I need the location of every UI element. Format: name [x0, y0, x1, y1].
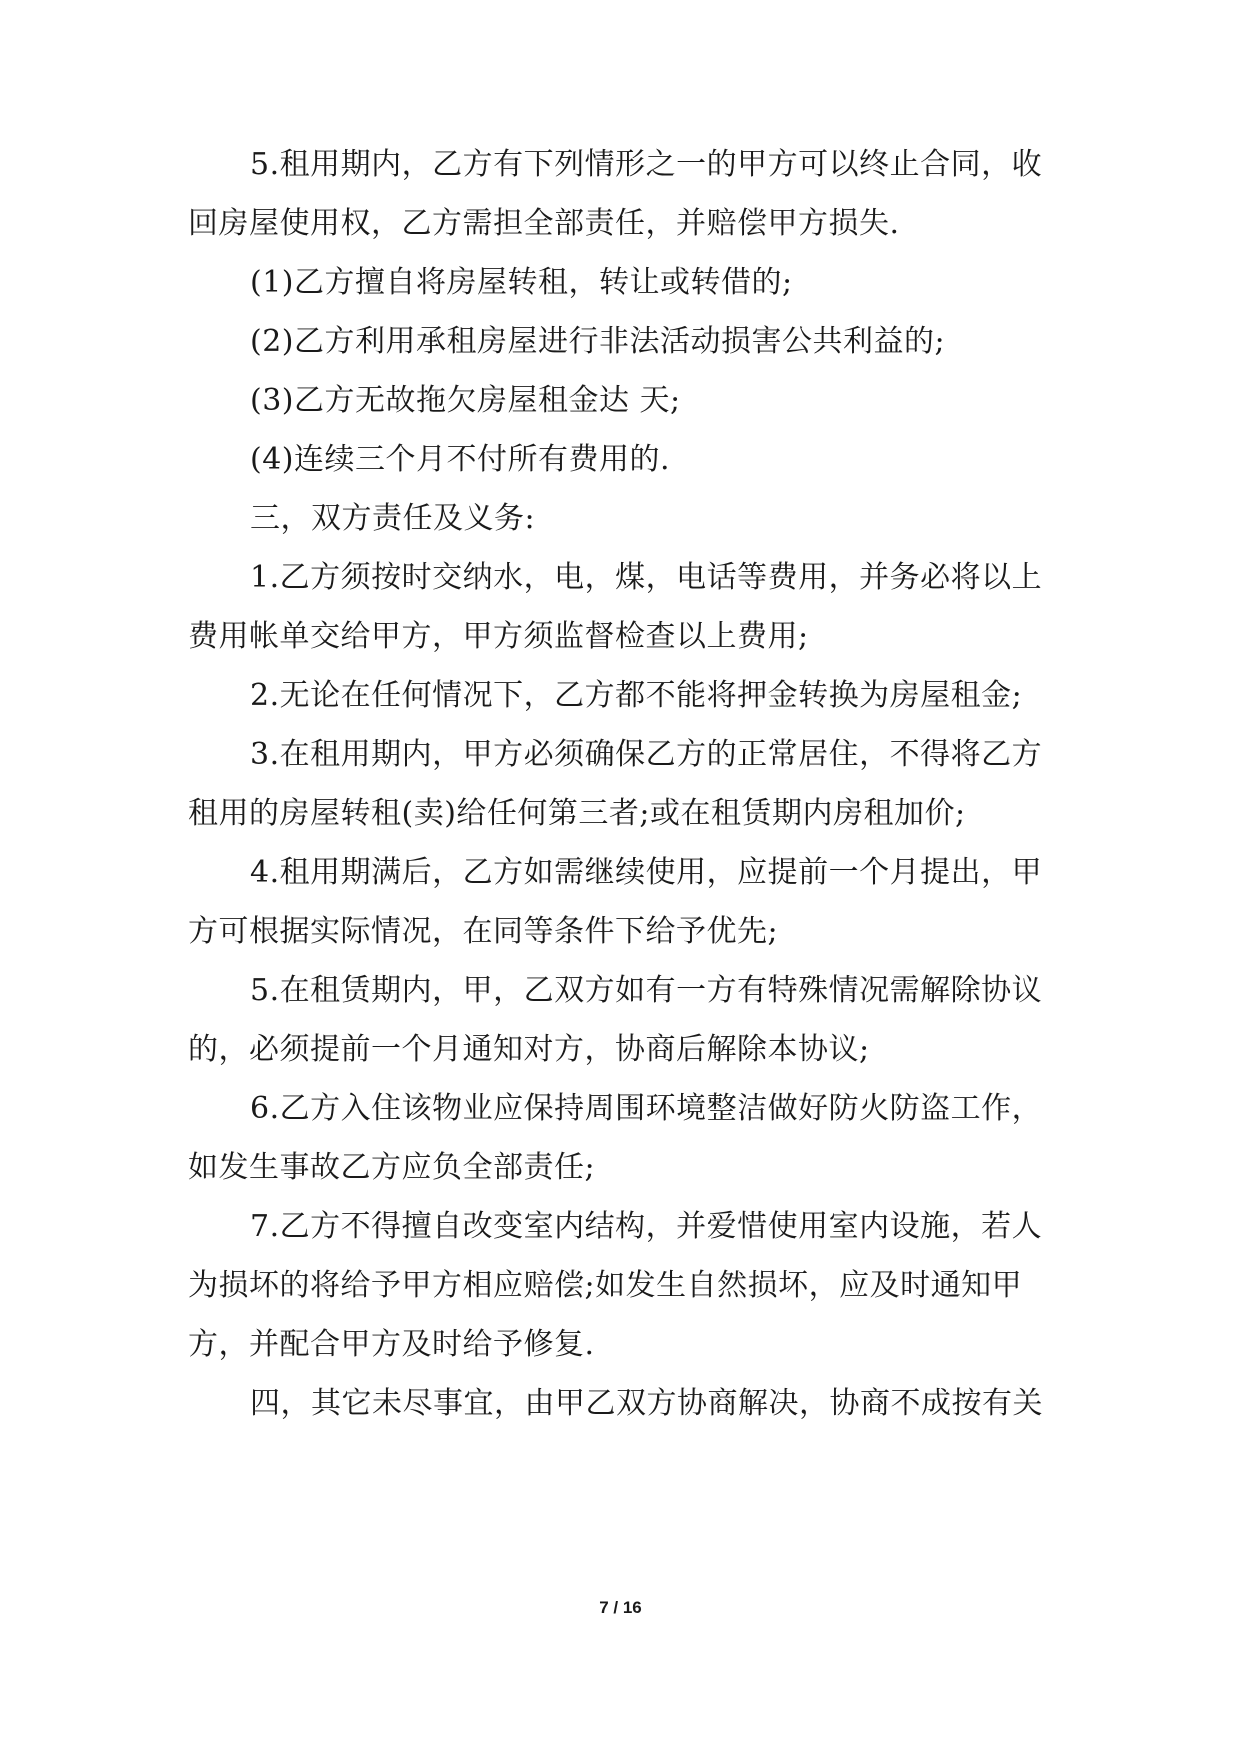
list-item: (2)乙方利用承租房屋进行非法活动损害公共利益的;: [250, 324, 946, 359]
paragraph-line: 方，并配合甲方及时给予修复.: [188, 1327, 595, 1362]
paragraph-line: 2.无论在任何情况下，乙方都不能将押金转换为房屋租金;: [250, 678, 1023, 713]
paragraph-line: 费用帐单交给甲方，甲方须监督检查以上费用;: [188, 619, 809, 654]
section-heading: 三，双方责任及义务:: [250, 501, 536, 536]
paragraph-line: 的，必须提前一个月通知对方，协商后解除本协议;: [188, 1032, 870, 1067]
list-item: (4)连续三个月不付所有费用的.: [250, 442, 671, 477]
paragraph-line: 4.租用期满后，乙方如需继续使用，应提前一个月提出，甲: [250, 855, 1043, 890]
paragraph-line: 1.乙方须按时交纳水，电，煤，电话等费用，并务必将以上: [250, 560, 1043, 595]
paragraph-line: 方可根据实际情况，在同等条件下给予优先;: [188, 914, 779, 949]
paragraph-line: 5.在租赁期内，甲，乙双方如有一方有特殊情况需解除协议: [250, 973, 1043, 1008]
paragraph-line: 租用的房屋转租(卖)给任何第三者;或在租赁期内房租加价;: [188, 796, 966, 831]
paragraph-line: 5.租用期内，乙方有下列情形之一的甲方可以终止合同，收: [250, 147, 1043, 182]
paragraph-line: 如发生事故乙方应负全部责任;: [188, 1150, 596, 1185]
paragraph-line: 6.乙方入住该物业应保持周围环境整洁做好防火防盗工作，: [250, 1091, 1043, 1126]
paragraph-line: 为损坏的将给予甲方相应赔偿;如发生自然损坏，应及时通知甲: [188, 1268, 1023, 1303]
section-heading: 四，其它未尽事宜，由甲乙双方协商解决，协商不成按有关: [250, 1386, 1043, 1421]
list-item: (1)乙方擅自将房屋转租，转让或转借的;: [250, 265, 793, 300]
page-number: 7 / 16: [599, 1598, 642, 1617]
paragraph-line: 3.在租用期内，甲方必须确保乙方的正常居住，不得将乙方: [250, 737, 1043, 772]
list-item: (3)乙方无故拖欠房屋租金达 天;: [250, 383, 681, 418]
paragraph-line: 7.乙方不得擅自改变室内结构，并爱惜使用室内设施，若人: [250, 1209, 1043, 1244]
paragraph-line: 回房屋使用权，乙方需担全部责任，并赔偿甲方损失.: [188, 206, 900, 241]
